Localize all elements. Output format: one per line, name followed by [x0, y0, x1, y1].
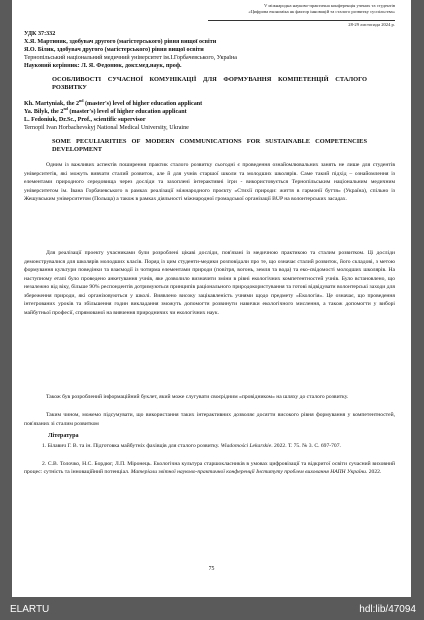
- running-header-topic: «Цифрова економіка як фактор інновацій та сталого розвитку суспільства»: [248, 9, 395, 14]
- running-header-conference: V міжнародна науково-практична конференція учених та студентів: [264, 3, 395, 8]
- author-en-1: Kh. Martyniak, the 2nd (master's) level of higher education applicant: [24, 97, 203, 107]
- literature-heading: Література: [48, 433, 79, 439]
- body-paragraph-2: Для реалізації проекту учасниками були розроблені цікаві досліди, пов'язані із медичною практикою та сталим розвитком. Ці досліди демонструвалися для школярів молодших класів. Поряд із цим студенти-медики розповідали про те, що означає сталий розвиток, його складові, з метою формування культури поведінки та взаємодії із чотирма елементами природи (повітря, вогонь, земля та вода) та еко-свідомості молодших школярів. На наступному етапі було проведено анкетування учнів, яке дозволило визначити зміни в рівні екологічних компетентностей учнів. Було встановлено, що незалежно від віку, більше 90% респондентів дотримуються принципів раціонального природокористування та готові відвідувати волонтерські заходи для збереження природи, які організовуються у школі. Виявлено високу зацікавленість учнями щодо предмету «Екологія». Це означає, що проведення інтегрованих уроків та збільшення годин викладання зможуть допомогти розвинути навички екологічного мислення, а також допомогти у виборі майбутньої професії, спрямованої на вивчення природничих чи екологічних наук.: [24, 250, 395, 316]
- affiliation-ua: Тернопільський національний медичний університет ім.І.Горбачевського, Україна: [24, 55, 237, 61]
- affiliation-en: Ternopil Ivan Horbachevskyj National Medical University, Ukraine: [24, 125, 189, 131]
- supervisor-en: L. Fedoniuk, Dr.Sc., Prof., scientific supervisor: [24, 117, 146, 123]
- title-ua: ОСОБЛИВОСТІ СУЧАСНОЇ КОМУНІКАЦІЇ ДЛЯ ФОРМУВАННЯ КОМПЕТЕНЦІЙ СТАЛОГО РОЗВИТКУ: [52, 76, 367, 92]
- footer-handle: hdl:lib/47094: [359, 604, 416, 615]
- author-ua-2: Я.О. Білик, здобувач другого (магістерського) рівня вищої освіти: [24, 47, 204, 53]
- udc-code: УДК 37:332: [24, 31, 56, 37]
- title-en: SOME PECULIARITIES OF MODERN COMMUNICATIONS FOR SUSTAINABLE COMPETENCIES DEVELOPMENT: [52, 138, 367, 154]
- author-en-2: Ya. Bilyk, the 2nd (master's) level of higher education applicant: [24, 105, 187, 115]
- body-paragraph-3: Також був розроблений інформаційний буклет, який може слугувати своєрідним «провідником» на шляху до сталого розвитку.: [46, 394, 349, 400]
- author-ua-1: Х.Я. Мартиняк, здобувач другого (магістерського) рівня вищої освіти: [24, 39, 217, 45]
- footer-source-label: ELARTU: [10, 604, 50, 615]
- page-number: 75: [208, 566, 215, 572]
- body-paragraph-4: Таким чином, можемо підсумувати, що використання таких інтерактивних дозволяє досягти високого рівня формування у компетентностей, пов'язаних зі сталим розвитком: [24, 412, 395, 427]
- reference-1: 1. Білавич Г. В. та ін. Підготовка майбутніх фахівців для сталого розвитку. Wiadomości Lekarskie. 2022. Т. 75. № 3. С. 697-707.: [42, 443, 341, 449]
- reference-2: 2. С.В. Толочко, Н.С. Бордюг, Л.П. Міронець. Екологічна культура старшокласників в умовах цифровізації та відкритої освіти сучасний виховний процес: сутність та інноваційний потенціал. Матеріали звітної науково-практичної конференції Інституту проблем виховання НАПН України. 2022.: [24, 461, 395, 476]
- header-rule: [208, 20, 395, 21]
- running-header-date: 28-29 листопада 2024 р.: [348, 22, 395, 27]
- body-paragraph-1: Одним із важливих аспектів поширення практик сталого розвитку сьогодні є проведення ознайомлювальних занять не лише для студентів університетів, які можуть вивчати сталий розвиток, але й для учнів старшої школи та молодших школярів. Саме такий підхід – ознайомлення із елементами природного середовища через досліди та захоплені інтерактивні ігри - використовується Тернопільським національним медичним університетом ім. Івана Горбачевського в рамках реалізації міжнародного проєкту «Стихії природи: життя в гармонії буття» (Україна), спільно із Жешувським університетом (Польща) а також в рамках діяльності міжнародної громадської організації BUP на волонтерських засадах.: [24, 162, 395, 202]
- supervisor-ua: Науковий керівник: Л. Я. Федонюк, докт.мед.наук, проф.: [24, 63, 182, 69]
- document-page: [12, 0, 411, 597]
